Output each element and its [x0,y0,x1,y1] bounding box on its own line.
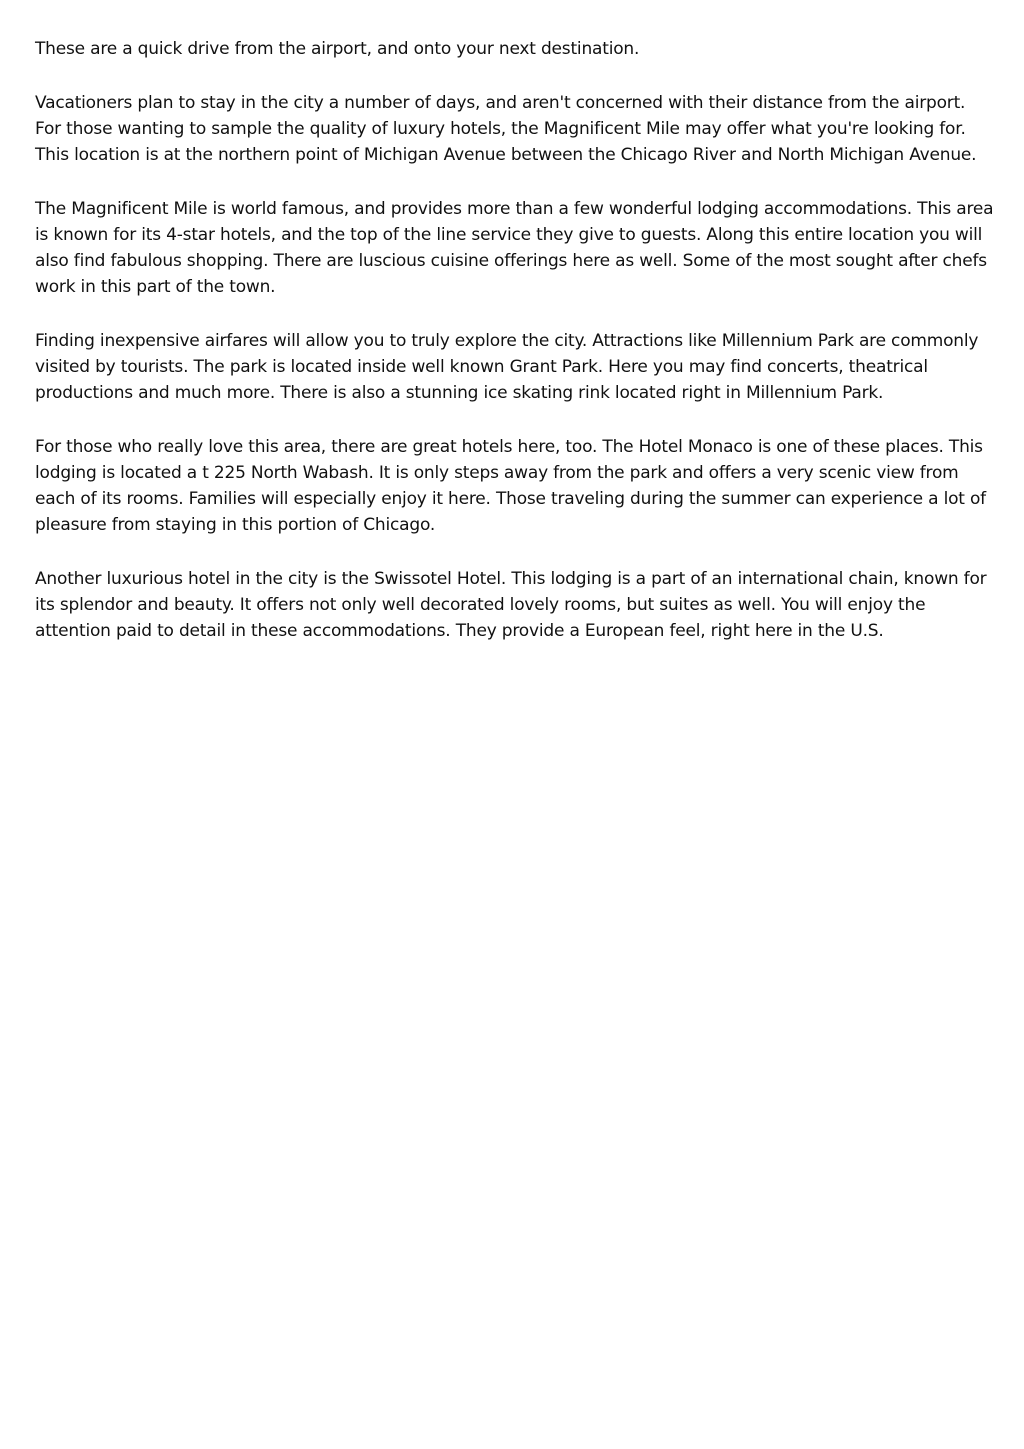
paragraph-magnificent-mile: The Magnificent Mile is world famous, and provides more than a few wonderful lodging accommodations. This area is known for its 4-star hotels, and the top of the line service they give to guests. Along this entire location you will also find fabulous shopping. There are luscious cuisine offerings here as well. Some of the most sought after chefs work in this part of the town. [35,199,994,297]
paragraph-swissotel: Another luxurious hotel in the city is the Swissotel Hotel. This lodging is a part of an international chain, known for its splendor and beauty. It offers not only well decorated lovely rooms, but suites as well. You will enjoy the attention paid to detail in these accommodations. They provide a European feel, right here in the U.S. [35,569,987,641]
paragraph-airport-drive: These are a quick drive from the airport, and onto your next destination. [35,39,640,59]
paragraph-hotel-monaco: For those who really love this area, there are great hotels here, too. The Hotel Monaco is one of these places. This lodging is located a t 225 North Wabash. It is only steps away from the park and offers a very scenic view from each of its rooms. Families will especially enjoy it here. Those traveling during the summer can experience a lot of pleasure from staying in this portion of Chicago. [35,437,986,535]
paragraph-millennium-park: Finding inexpensive airfares will allow you to truly explore the city. Attractions like Millennium Park are commonly visited by tourists. The park is located inside well known Grant Park. Here you may find concerts, theatrical productions and much more. There is also a stunning ice skating rink located right in Millennium Park. [35,331,979,403]
paragraph-vacationers: Vacationers plan to stay in the city a number of days, and aren't concerned with their distance from the airport. For those wanting to sample the quality of luxury hotels, the Magnificent Mile may offer what you're looking for. This location is at the northern point of Michigan Avenue between the Chicago River and North Michigan Avenue. [35,93,977,165]
document-body [35,36,995,672]
